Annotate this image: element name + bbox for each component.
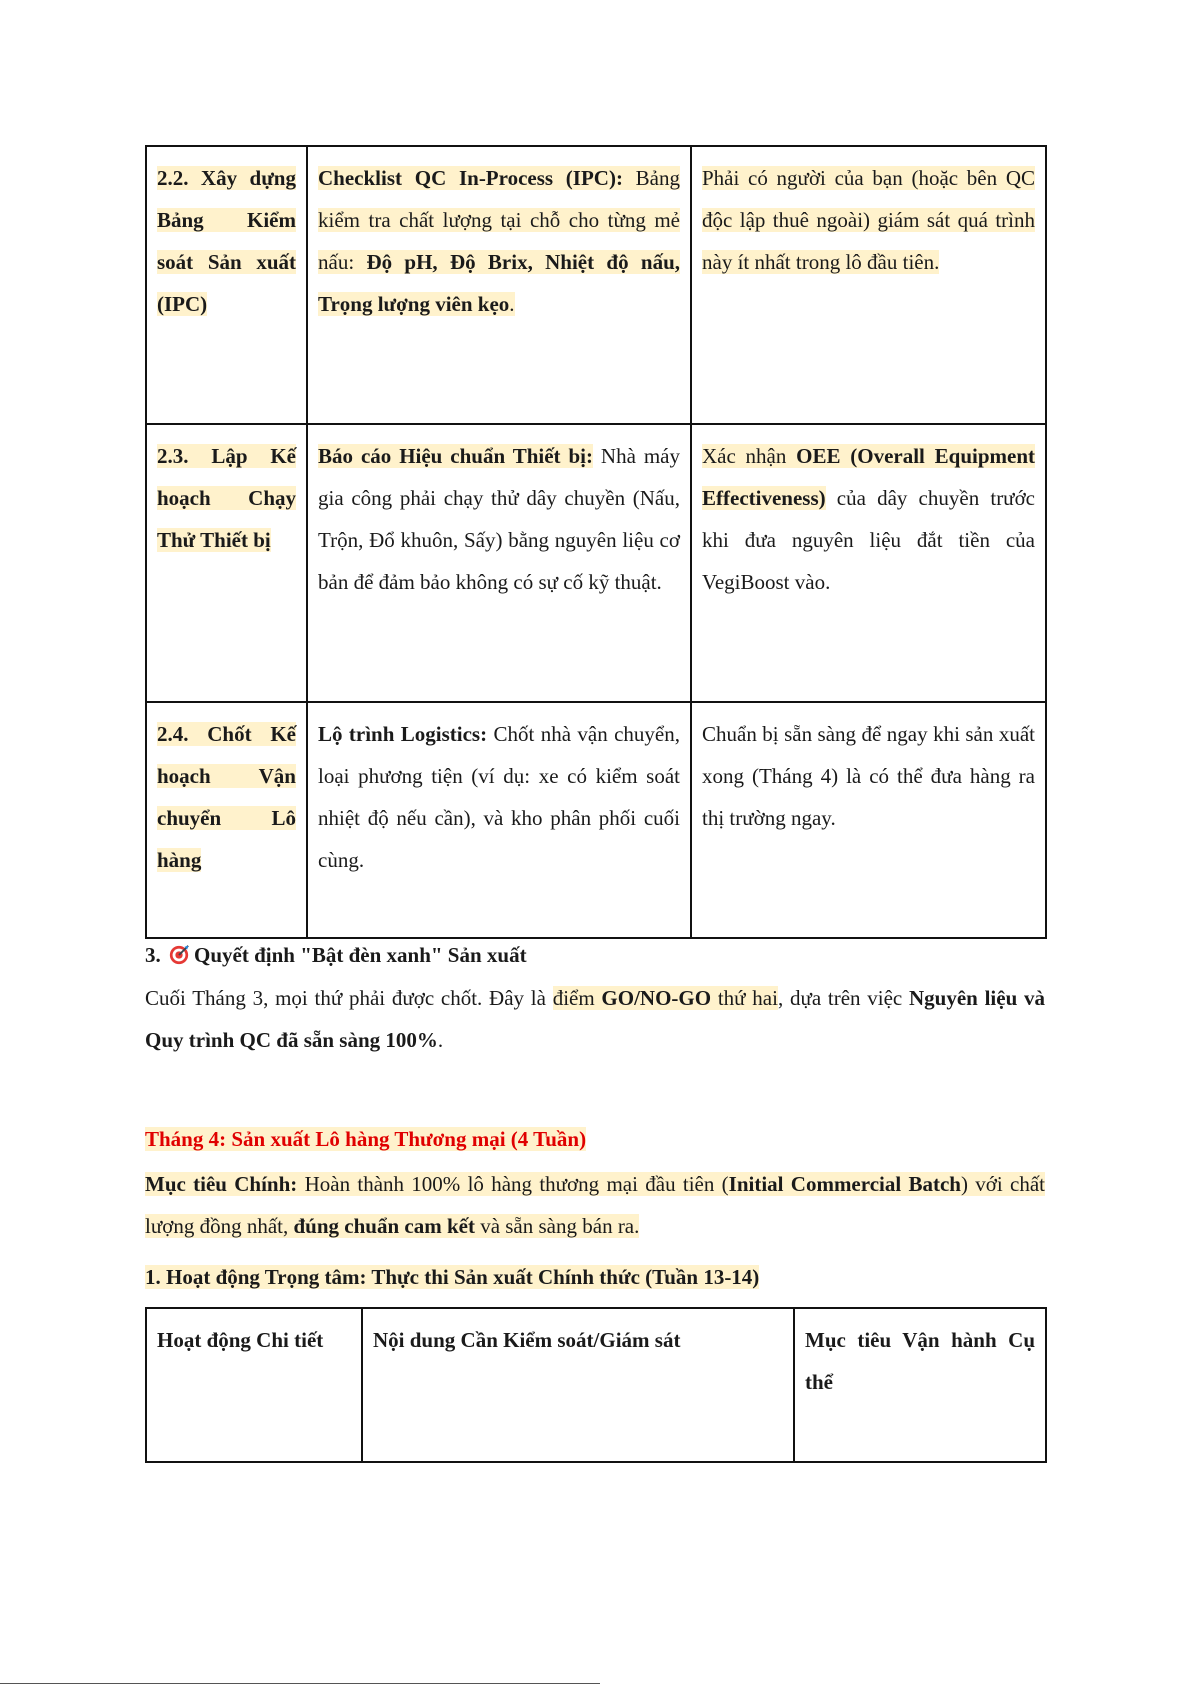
cell-text: Xác nhận — [702, 444, 797, 468]
table-header-cell — [794, 1308, 1046, 1462]
table-header-cell — [362, 1308, 794, 1462]
header-text: Nội dung Cần Kiểm soát/Giám sát — [373, 1328, 681, 1352]
table-header-cell — [146, 1308, 362, 1462]
text: và sẵn sàng bán ra. — [474, 1214, 640, 1238]
cell-text: Chuẩn bị sẵn sàng để ngay khi sản xuất xong (Tháng 4) là có thể đưa hàng ra thị trường ngay. — [702, 722, 1035, 830]
goal-paragraph — [145, 1163, 1045, 1247]
table-row — [146, 424, 1046, 702]
target-icon — [168, 944, 190, 966]
table-cell — [307, 146, 691, 424]
bold-text: GO/NO-GO — [601, 986, 712, 1010]
row-title: 2.4. Chốt Kế hoạch Vận chuyển Lô hàng — [157, 722, 296, 872]
text: điểm — [552, 986, 602, 1010]
table-cell — [691, 146, 1046, 424]
execution-table — [145, 1307, 1047, 1463]
text: ) với chất lượng đồng nhất, — [145, 1172, 1045, 1238]
section-heading — [145, 939, 1045, 971]
row-title: 2.3. Lập Kế hoạch Chạy Thử Thiết bị — [157, 444, 296, 552]
document-page — [145, 145, 1045, 1463]
production-plan-table — [145, 145, 1047, 939]
row-title: 2.2. Xây dựng Bảng Kiểm soát Sản xuất (IPC) — [157, 166, 296, 316]
table-cell — [307, 424, 691, 702]
text: Hoàn thành 100% lô hàng thương mại đầu tiên ( — [297, 1172, 729, 1196]
month-title: Tháng 4: Sản xuất Lô hàng Thương mại (4 Tuần) — [145, 1127, 587, 1151]
table-cell — [691, 424, 1046, 702]
table-header-row — [146, 1308, 1046, 1462]
month-heading — [145, 1123, 1045, 1155]
section-title: Quyết định "Bật đèn xanh" Sản xuất — [194, 943, 527, 967]
cell-text: Phải có người của bạn (hoặc bên QC độc lập thuê ngoài) giám sát quá trình này ít nhất trong lô đầu tiên. — [702, 166, 1035, 274]
activity-heading — [145, 1259, 1045, 1295]
goal-label: Mục tiêu Chính: — [145, 1172, 298, 1196]
table-row — [146, 146, 1046, 424]
cell-text: Nhà máy gia công phải chạy thử dây chuyền (Nấu, Trộn, Đổ khuôn, Sấy) bằng nguyên liệu cơ bản để đảm bảo không có sự cố kỹ thuật. — [318, 444, 680, 594]
section-number: 3. — [145, 943, 161, 967]
activity-title: 1. Hoạt động Trọng tâm: Thực thi Sản xuất Chính thức (Tuần 13-14) — [145, 1265, 760, 1289]
text: thứ hai — [711, 986, 778, 1010]
page-bottom-rule — [0, 1683, 600, 1684]
table-row — [146, 702, 1046, 938]
cell-text: Bảng kiểm tra chất lượng tại chỗ cho từng mẻ nấu: — [318, 166, 680, 274]
bold-text: đúng chuẩn cam kết — [293, 1214, 475, 1238]
table-cell — [307, 702, 691, 938]
header-text: Mục tiêu Vận hành Cụ thể — [805, 1328, 1035, 1394]
bold-text: Initial Commercial Batch — [728, 1172, 961, 1196]
cell-text: . — [509, 292, 515, 316]
cell-bold-label: Báo cáo Hiệu chuẩn Thiết bị: — [318, 444, 593, 468]
table-cell — [691, 702, 1046, 938]
cell-bold-label: Lộ trình Logistics: — [318, 722, 488, 746]
header-text: Hoạt động Chi tiết — [157, 1328, 324, 1352]
table-cell — [146, 146, 307, 424]
cell-bold-text: OEE (Overall Equipment Effectiveness) — [702, 444, 1035, 510]
table-cell — [146, 702, 307, 938]
text: . — [437, 1028, 444, 1052]
text: Cuối Tháng 3, mọi thứ phải được chốt. Đây là — [145, 986, 553, 1010]
cell-bold-text: Độ pH, Độ Brix, Nhiệt độ nấu, Trọng lượng viên kẹo — [318, 250, 680, 316]
table-cell — [146, 424, 307, 702]
bold-text: Nguyên liệu và Quy trình QC đã sẵn sàng 100% — [145, 986, 1045, 1052]
paragraph — [145, 977, 1045, 1061]
cell-bold-label: Checklist QC In-Process (IPC): — [318, 166, 623, 190]
cell-text: của dây chuyền trước khi đưa nguyên liệu đắt tiền của VegiBoost vào. — [702, 486, 1035, 594]
cell-text: Chốt nhà vận chuyển, loại phương tiện (ví dụ: xe có kiểm soát nhiệt độ nếu cần), và kho phân phối cuối cùng. — [318, 722, 681, 872]
text: , dựa trên việc — [777, 986, 909, 1010]
